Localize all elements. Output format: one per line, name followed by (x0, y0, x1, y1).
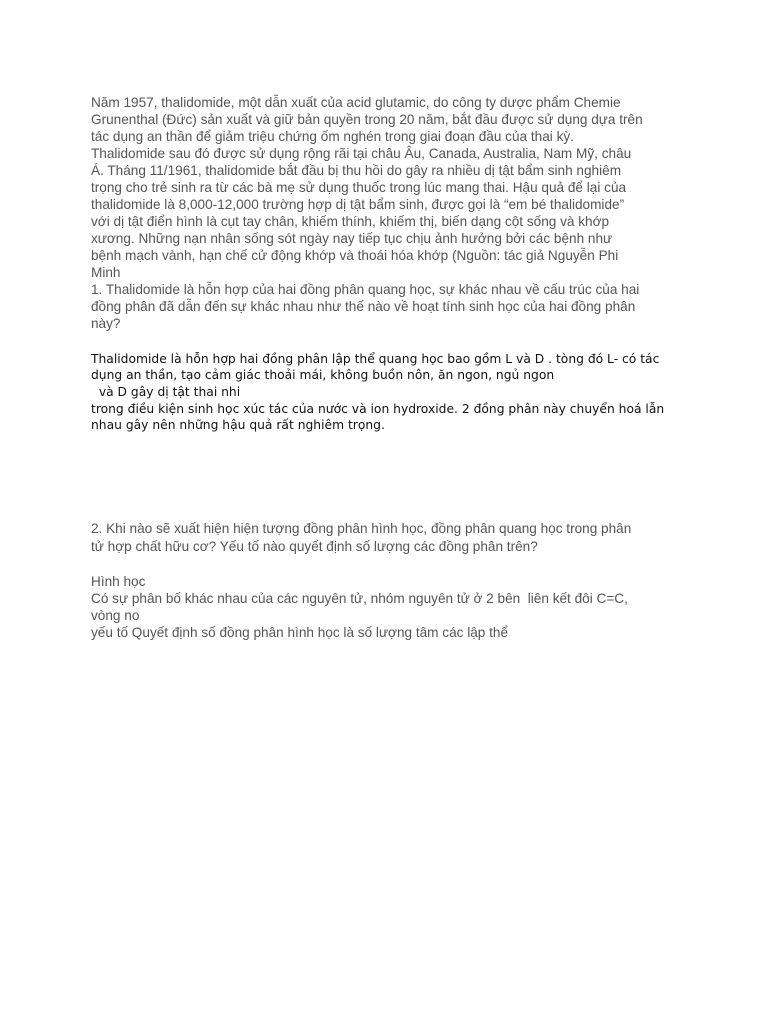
intro-line: với dị tật điển hình là cụt tay chân, khiếm thính, khiếm thị, biến dạng cột sống và khớp (91, 214, 610, 229)
answer-line: vòng no (91, 608, 140, 623)
intro-line: Thalidomide sau đó được sử dụng rộng rãi tại châu Âu, Canada, Australia, Nam Mỹ, châu (91, 146, 632, 161)
intro-line: trọng cho trẻ sinh ra từ các bà mẹ sử dụng thuốc trong lúc mang thai. Hậu quả để lại của (91, 180, 627, 195)
intro-line: Á. Tháng 11/1961, thalidomide bắt đầu bị thu hồi do gây ra nhiều dị tật bẩm sinh nghiêm (91, 163, 622, 178)
intro-line: Grunenthal (Đức) sản xuất và giữ bản quyền trong 20 năm, bắt đầu được sử dụng dựa trên (91, 112, 643, 127)
question-line: này? (91, 316, 121, 331)
answer-line: nhau gây nên những hậu quả rất nghiêm trọng. (91, 418, 385, 432)
answer-line: và D gây dị tật thai nhi (91, 385, 241, 399)
intro-line: thalidomide là 8,000-12,000 trường hợp dị tật bẩm sinh, được gọi là “em bé thalidomide” (91, 197, 625, 212)
answer-line: yếu tố Quyết định số đồng phân hình học là số lượng tâm các lập thể (91, 625, 509, 640)
intro-line: Năm 1957, thalidomide, một dẫn xuất của acid glutamic, do công ty dược phẩm Chemie (91, 95, 621, 110)
answer-line: Có sự phân bố khác nhau của các nguyên tử, nhóm nguyên tử ở 2 bên liên kết đôi C=C, (91, 591, 628, 606)
answer-line: Hình học (91, 574, 146, 589)
question-line: đồng phân đã dẫn đến sự khác nhau như thế nào về hoạt tính sinh học của hai đồng phân (91, 299, 636, 314)
answer-line: dụng an thần, tạo cảm giác thoải mái, không buồn nôn, ăn ngon, ngủ ngon (91, 368, 555, 382)
answer-line: Thalidomide là hỗn hợp hai đồng phân lập thể quang học bao gồm L và D . tòng đó L- có tác (91, 352, 660, 366)
question-line: 1. Thalidomide là hỗn hợp của hai đồng phân quang học, sự khác nhau về cấu trúc của hai (91, 282, 640, 297)
intro-line: xương. Những nạn nhân sống sót ngày nay tiếp tục chịu ảnh hưởng bởi các bệnh như (91, 231, 613, 246)
answer-line: trong điều kiện sinh học xúc tác của nước và ion hydroxide. 2 đồng phân này chuyển hoá lẫn (91, 402, 665, 416)
question-line: tử hợp chất hữu cơ? Yếu tố nào quyết định số lượng các đồng phân trên? (91, 539, 538, 554)
intro-line: bệnh mạch vành, hạn chế cử động khớp và thoái hóa khớp (Nguồn: tác giả Nguyễn Phi (91, 248, 619, 263)
question-line: 2. Khi nào sẽ xuất hiện hiện tượng đồng phân hình học, đồng phân quang học trong phân (91, 521, 632, 536)
intro-line: Minh (91, 265, 121, 280)
intro-line: tác dụng an thần để giảm triệu chứng ốm nghén trong giai đoạn đầu của thai kỳ. (91, 129, 574, 144)
